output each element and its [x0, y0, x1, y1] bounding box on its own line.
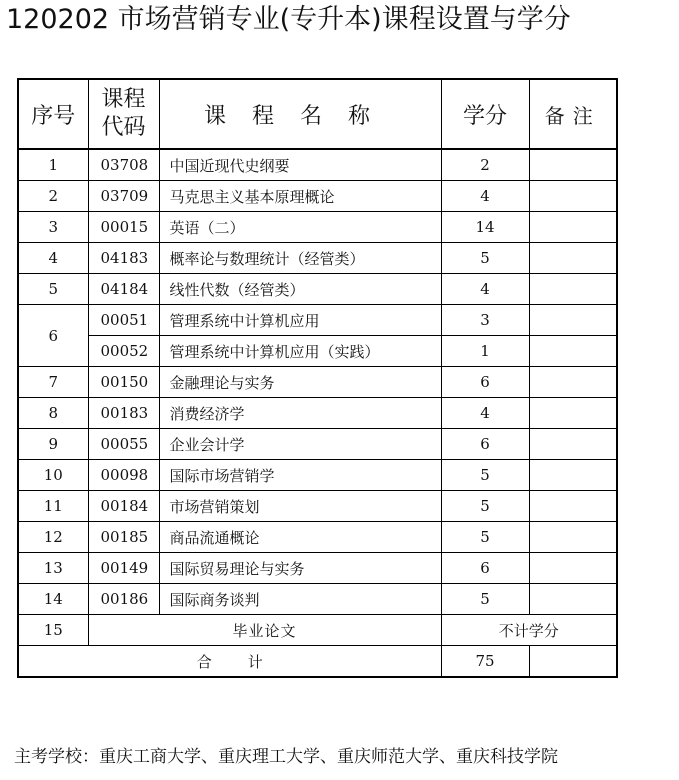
cell-name: 马克思主义基本原理概论: [159, 181, 441, 212]
cell-note: [529, 274, 617, 305]
cell-note: [529, 243, 617, 274]
cell-seq: 15: [18, 615, 88, 646]
cell-credit: 6: [441, 553, 529, 584]
cell-note: [529, 584, 617, 615]
cell-name: 英语（二）: [159, 212, 441, 243]
cell-seq: 7: [18, 367, 88, 398]
cell-credit: 2: [441, 149, 529, 181]
table-row: [18, 212, 617, 243]
table-row: [18, 243, 617, 274]
cell-name: 金融理论与实务: [159, 367, 441, 398]
cell-name: 国际商务谈判: [159, 584, 441, 615]
table-row: [18, 460, 617, 491]
cell-seq: 12: [18, 522, 88, 553]
total-row: [18, 646, 617, 678]
cell-credit: 5: [441, 243, 529, 274]
cell-code: 00015: [88, 212, 159, 243]
table-row: [18, 491, 617, 522]
cell-credit: 4: [441, 398, 529, 429]
cell-seq: 2: [18, 181, 88, 212]
cell-credit: 4: [441, 181, 529, 212]
course-table: [17, 78, 618, 678]
table-row: [18, 429, 617, 460]
cell-seq: 9: [18, 429, 88, 460]
cell-note: [529, 646, 617, 678]
page-title: 120202 市场营销专业(专升本)课程设置与学分: [6, 4, 571, 35]
cell-name: 管理系统中计算机应用（实践）: [159, 336, 441, 367]
table-row: [18, 553, 617, 584]
cell-code: 00149: [88, 553, 159, 584]
thesis-row: [18, 615, 617, 646]
table-row: [18, 398, 617, 429]
cell-seq: 4: [18, 243, 88, 274]
cell-credit: 5: [441, 460, 529, 491]
cell-code: 00183: [88, 398, 159, 429]
cell-seq: 8: [18, 398, 88, 429]
cell-name: 管理系统中计算机应用: [159, 305, 441, 336]
table-row: [18, 336, 617, 367]
cell-name: 市场营销策划: [159, 491, 441, 522]
cell-note: [529, 491, 617, 522]
table-row: [18, 181, 617, 212]
header-code-line1: 课程: [101, 87, 146, 112]
cell-name: 企业会计学: [159, 429, 441, 460]
cell-name: 商品流通概论: [159, 522, 441, 553]
cell-note: [529, 460, 617, 491]
header-credit: 学分: [441, 79, 529, 149]
cell-name: 消费经济学: [159, 398, 441, 429]
cell-seq: 3: [18, 212, 88, 243]
cell-note: [529, 553, 617, 584]
cell-note: [529, 522, 617, 553]
cell-note: [529, 181, 617, 212]
cell-note: [529, 212, 617, 243]
cell-note: [529, 336, 617, 367]
cell-code: 04184: [88, 274, 159, 305]
cell-code: 00150: [88, 367, 159, 398]
cell-name: 概率论与数理统计（经管类）: [159, 243, 441, 274]
cell-code: 03708: [88, 149, 159, 181]
cell-code: 00051: [88, 305, 159, 336]
cell-credit: 3: [441, 305, 529, 336]
thesis-label: 毕业论文: [88, 615, 441, 646]
table-row: [18, 149, 617, 181]
cell-note: [529, 398, 617, 429]
cell-credit: 14: [441, 212, 529, 243]
table-row: [18, 274, 617, 305]
cell-seq: 14: [18, 584, 88, 615]
header-name: 课程名称: [159, 79, 441, 149]
table-row: [18, 367, 617, 398]
cell-credit: 5: [441, 522, 529, 553]
cell-credit: 5: [441, 584, 529, 615]
cell-seq: 11: [18, 491, 88, 522]
cell-seq: 10: [18, 460, 88, 491]
cell-note: [529, 367, 617, 398]
cell-credit: 6: [441, 429, 529, 460]
cell-note: [529, 149, 617, 181]
header-code: [88, 79, 159, 149]
thesis-credit-note: 不计学分: [441, 615, 617, 646]
cell-code: 00185: [88, 522, 159, 553]
cell-code: 00098: [88, 460, 159, 491]
cell-code: 04183: [88, 243, 159, 274]
cell-code: 00055: [88, 429, 159, 460]
cell-name: 中国近现代史纲要: [159, 149, 441, 181]
cell-seq: 5: [18, 274, 88, 305]
cell-code: 00052: [88, 336, 159, 367]
cell-note: [529, 429, 617, 460]
table-row: [18, 584, 617, 615]
cell-seq: 6: [18, 305, 88, 367]
exam-schools-footer: 主考学校：重庆工商大学、重庆理工大学、重庆师范大学、重庆科技学院: [14, 747, 558, 767]
table-row: [18, 522, 617, 553]
cell-code: 00184: [88, 491, 159, 522]
cell-name: 国际贸易理论与实务: [159, 553, 441, 584]
cell-seq: 13: [18, 553, 88, 584]
total-label: 合计: [18, 646, 441, 678]
cell-code: 03709: [88, 181, 159, 212]
header-code-line2: 代码: [101, 115, 146, 140]
cell-credit: 4: [441, 274, 529, 305]
cell-code: 00186: [88, 584, 159, 615]
cell-credit: 5: [441, 491, 529, 522]
cell-seq: 1: [18, 149, 88, 181]
cell-note: [529, 305, 617, 336]
cell-credit: 6: [441, 367, 529, 398]
table-row: [18, 305, 617, 336]
cell-name: 线性代数（经管类）: [159, 274, 441, 305]
cell-name: 国际市场营销学: [159, 460, 441, 491]
header-seq: 序号: [18, 79, 88, 149]
cell-credit: 1: [441, 336, 529, 367]
total-credit: 75: [441, 646, 529, 678]
table-header-row: [18, 79, 617, 149]
header-note: 备注: [529, 79, 617, 149]
